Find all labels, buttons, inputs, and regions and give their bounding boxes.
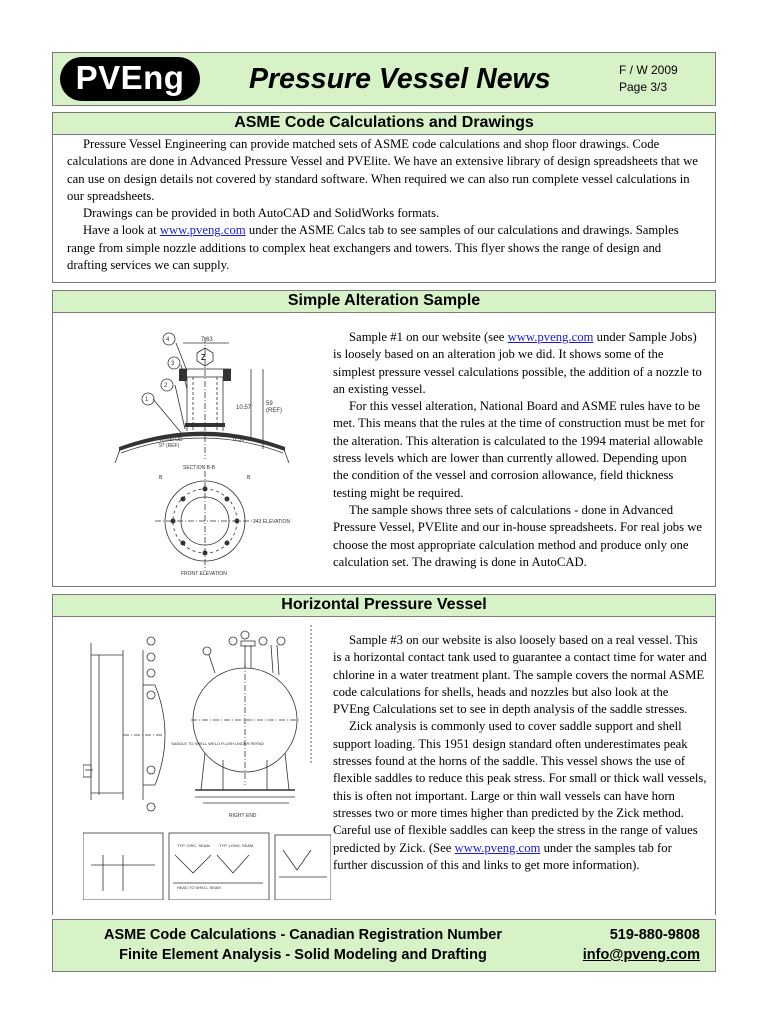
asme-section [52, 112, 716, 283]
dim-right-ref: (REF) [266, 408, 282, 414]
footer-line-1: ASME Code Calculations - Canadian Registration Number [104, 927, 502, 943]
dim-left: 10.57 [236, 405, 252, 411]
asme-paragraph-3 [67, 222, 703, 274]
horizontal-paragraph-1: Sample #3 on our website is also loosely based on a real vessel. This is a horizontal contact tank used to guarantee a contact time for water and chlorine in a water treatment plant. The sample covers the normal ASME code calculations for shells, heads and nozzles but also look at the PVEng Calculations set to see in depth analysis of the saddle stresses. [333, 633, 707, 717]
issue-date: F / W 2009 [619, 63, 678, 77]
footer-line-2: Finite Element Analysis - Solid Modeling and Drafting [119, 947, 487, 963]
dim-right: 59 [266, 401, 273, 407]
section-mark-right: B [247, 475, 251, 481]
right-end-label: RIGHT END [229, 813, 257, 819]
alteration-p1-post: under Sample Jobs) is loosely based on an alteration job we did. It shows some of the simplest pressure vessel calculations possible, the addition of a nozzle to an existing vessel. [333, 330, 702, 396]
callout-2: 2 [164, 383, 168, 389]
dim-top: 7.63 [201, 337, 213, 343]
horizontal-vessel-drawing [83, 625, 331, 900]
alteration-heading: Simple Alteration Sample [53, 291, 715, 313]
section-mark-left: B [159, 475, 163, 481]
weld-note-circ: TYP. CIRC. SEAM [177, 843, 210, 848]
alteration-paragraph-3: The sample shows three sets of calculations - done in Advanced Pressure Vessel, PVElite and our in-house spreadsheets. For real jobs we choose the most appropriate calculation method and produce only one calculation set. The drawing is done in AutoCAD. [333, 502, 703, 569]
horizontal-heading: Horizontal Pressure Vessel [53, 595, 715, 617]
horizontal-paragraph-2 [333, 718, 707, 874]
callout-1: 1 [145, 397, 149, 403]
alteration-paragraph-2: For this vessel alteration, National Board and ASME rules have to be met. This means that the rules at the time of construction must be met for the alteration. This alteration is calculated to the 1994 material allowable stress levels which are lower than currently allowed. Depending upon the condition of the vessel and corrosion allowance, field thickness testing might be required. [333, 399, 705, 500]
issue-info [619, 62, 678, 96]
nozzle-mark: Z [201, 353, 206, 362]
contact-footer [52, 919, 716, 972]
page-number: Page 3/3 [619, 80, 668, 94]
vessel-od-ref: 97 (REF) [159, 443, 180, 449]
horizontal-p2-pre: Zick analysis is commonly used to cover saddle support and shell support loading. This 1951 design standard often underestimates peak stresses found at the horns of the saddle. This vessel shows the use of flexible saddles to reduce this peak stress. For small or thick wall vessels, this is often not important. Large or thin wall vessels can have horn stresses two or more times higher than predicted by the Zick method. Careful use of flexible saddles can keep the stress in the range of values predicted by Zick. (See [333, 719, 707, 855]
pveng-link[interactable]: www.pveng.com [454, 840, 541, 855]
weld-note-long: TYP. LONG. SEAM [219, 843, 254, 848]
newsletter-header [52, 52, 716, 106]
section-label: SECTION B-B [183, 465, 215, 471]
alteration-p1-pre: Sample #1 on our website (see [349, 330, 508, 344]
nozzle-alteration-drawing [83, 319, 333, 581]
weld-note-head: HEAD TO SHELL SEAM [177, 885, 221, 890]
email-link[interactable]: info@pveng.com [582, 947, 700, 963]
callout-4: 4 [166, 337, 170, 343]
asme-paragraph-2: Drawings can be provided in both AutoCAD and SolidWorks formats. [83, 206, 440, 221]
asme-p3-pre: Have a look at [83, 223, 160, 238]
saddle-weld-note: SADDLE TO SHELL WELD FLUSH UNDER REPAD [171, 741, 264, 746]
horizontal-vessel-section [52, 594, 716, 915]
asme-paragraph-1: Pressure Vessel Engineering can provide matched sets of ASME code calculations and shop floor drawings. Code calculations are done in Advanced Pressure Vessel and PVElite. We have an extensive library of design spreadsheets that we can use on design details not covered by standard software. When required we can also run complete vessel calculations in our spreadsheets. [67, 137, 698, 203]
alteration-paragraph-1 [333, 329, 705, 398]
elevation-note: 243 ELEVATION [253, 519, 291, 525]
vessel-od-note: Vessel OD [159, 437, 183, 443]
pveng-link[interactable]: www.pveng.com [507, 330, 594, 344]
alteration-section [52, 290, 716, 587]
thickness-dim: 0.50 [233, 437, 245, 443]
horizontal-p2-post: under the samples tab for further discussion of this and links to get more information). [333, 840, 672, 872]
asme-heading: ASME Code Calculations and Drawings [53, 113, 715, 135]
front-elevation-label: FRONT ELEVATION [181, 571, 227, 577]
pveng-link[interactable]: www.pveng.com [159, 223, 246, 238]
newsletter-title: Pressure Vessel News [249, 63, 551, 95]
pveng-logo: PVEng [60, 57, 200, 101]
callout-3: 3 [171, 361, 175, 367]
asme-p3-post: under the ASME Calcs tab to see samples of our calculations and drawings. Samples range from simple nozzle additions to complex heat exchangers and towers. This flyer shows the range of design and drafting services we can supply. [67, 223, 679, 273]
phone-number: 519-880-9808 [609, 927, 700, 943]
